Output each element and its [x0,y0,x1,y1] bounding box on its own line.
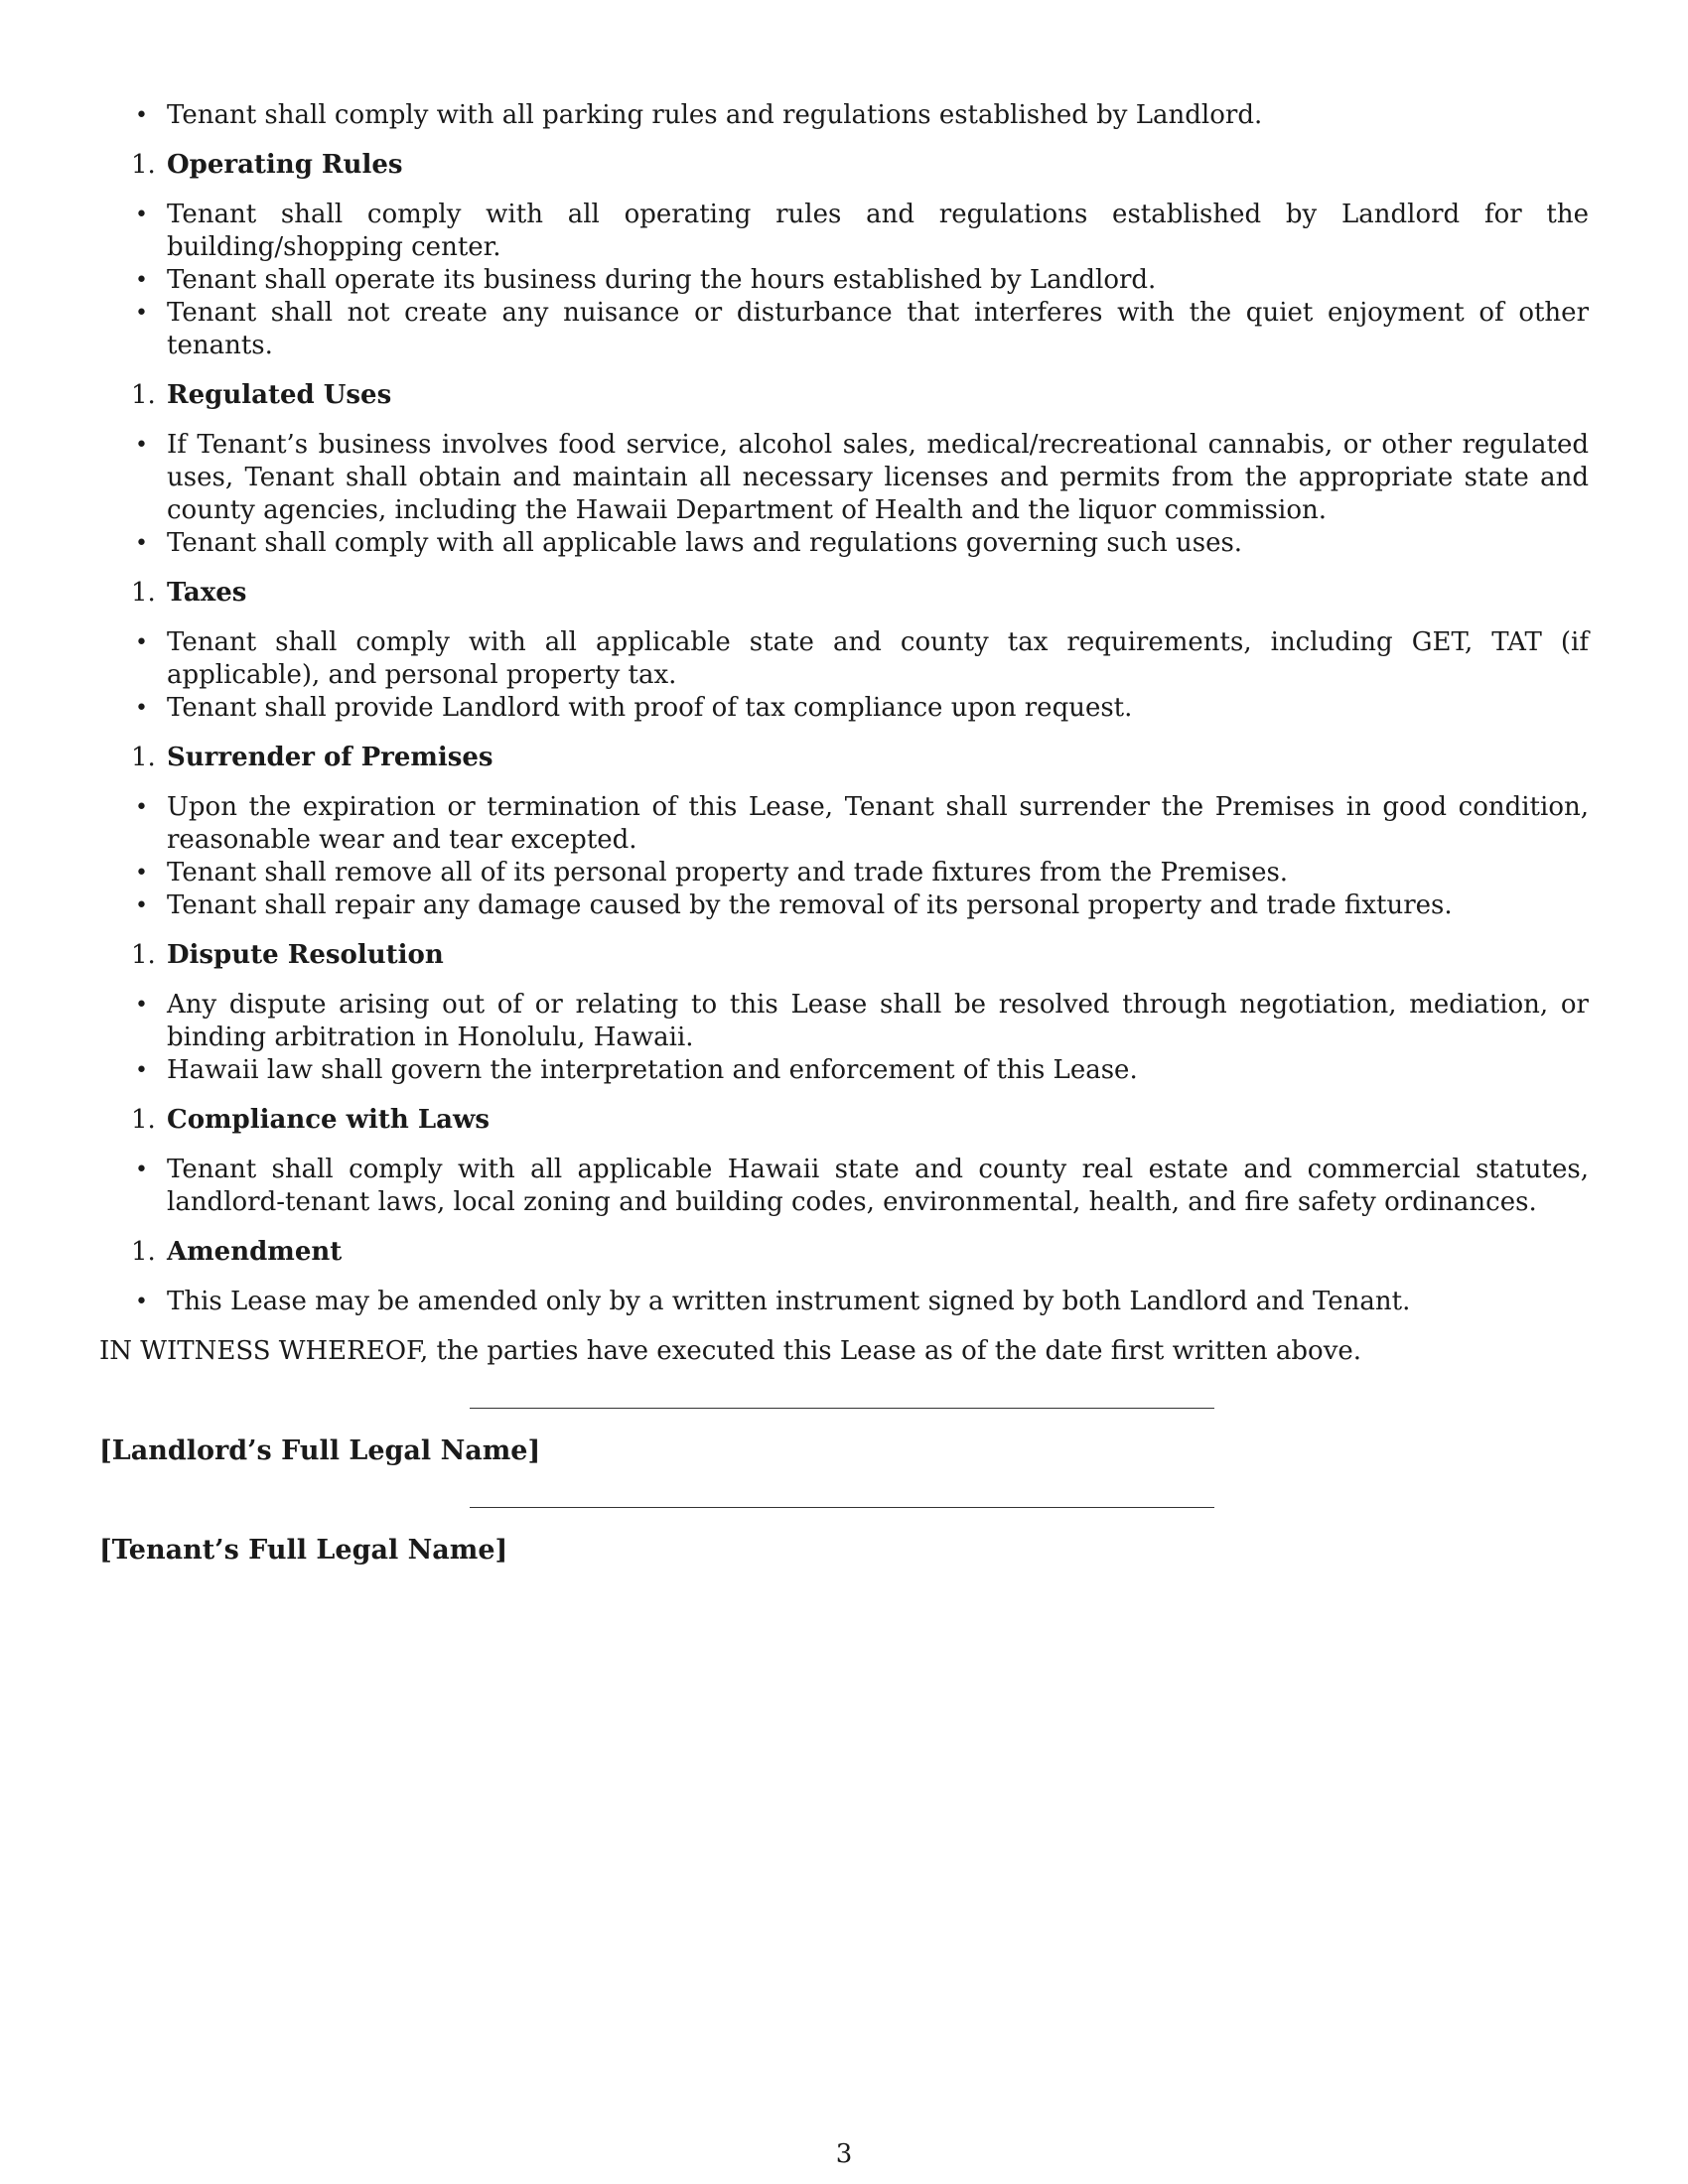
section-title: Taxes [167,578,247,608]
list-item: • If Tenant’s business involves food service, alcohol sales, medical/recreational cannabis, or other regulated uses, Tenant shall obtain and maintain all necessary licenses and permits from the appropriate state and county agencies, including the Hawaii Department of Health and the liquor commission. [99,429,1589,527]
section-title: Dispute Resolution [167,940,444,970]
list-item: • Any dispute arising out of or relating to this Lease shall be resolved through negotiation, mediation, or binding arbitration in Honolulu, Hawaii. [99,989,1589,1054]
bullet-list [99,1286,1589,1318]
witness-statement: IN WITNESS WHEREOF, the parties have executed this Lease as of the date first written above. [99,1336,1362,1366]
section-heading [99,577,1589,610]
list-item: • Tenant shall comply with all applicable Hawaii state and county real estate and commercial statutes, landlord-tenant laws, local zoning and building codes, environmental, health, and fire safety ordinances. [99,1154,1589,1219]
list-item: • Tenant shall not create any nuisance or disturbance that interferes with the quiet enjoyment of other tenants. [99,297,1589,362]
list-item: • Tenant shall comply with all applicable state and county tax requirements, including GET, TAT (if applicable), and personal property tax. [99,626,1589,692]
tenant-signature-line [470,1507,1214,1508]
section-number: 1. [131,1237,156,1267]
section-heading [99,742,1589,774]
section-heading [99,1104,1589,1137]
bullet-list [99,791,1589,922]
section-number: 1. [131,578,156,608]
list-item: • Tenant shall provide Landlord with proof of tax compliance upon request. [99,692,1589,725]
list-item: • Hawaii law shall govern the interpretation and enforcement of this Lease. [99,1054,1589,1087]
list-item: • Tenant shall remove all of its personal property and trade fixtures from the Premises. [99,857,1589,889]
section-heading [99,1236,1589,1269]
lease-sections [99,99,1589,1318]
page-number: 3 [835,2139,853,2169]
list-item: • Tenant shall comply with all parking rules and regulations established by Landlord. [99,99,1589,132]
section-title: Amendment [167,1237,343,1267]
bullet-list [99,626,1589,725]
bullet-list [99,429,1589,560]
list-item: • Tenant shall comply with all operating rules and regulations established by Landlord for the building/shopping center. [99,199,1589,264]
section-number: 1. [131,1105,156,1135]
section-title: Surrender of Premises [167,743,493,772]
landlord-signature-line [470,1408,1214,1409]
section-title: Compliance with Laws [167,1105,491,1135]
section-title: Operating Rules [167,150,403,180]
bullet-list [99,1154,1589,1219]
list-item: • Upon the expiration or termination of this Lease, Tenant shall surrender the Premises in good condition, reasonable wear and tear excepted. [99,791,1589,857]
list-item: • This Lease may be amended only by a written instrument signed by both Landlord and Tenant. [99,1286,1589,1318]
bullet-list [99,99,1589,132]
section-heading [99,379,1589,412]
section-number: 1. [131,940,156,970]
section-number: 1. [131,150,156,180]
section-heading [99,939,1589,972]
bullet-list [99,989,1589,1087]
list-item: • Tenant shall comply with all applicable laws and regulations governing such uses. [99,527,1589,560]
bullet-list [99,199,1589,362]
list-item: • Tenant shall repair any damage caused by the removal of its personal property and trade fixtures. [99,889,1589,922]
tenant-name: [Tenant’s Full Legal Name] [99,1535,508,1566]
document-body [99,99,1589,1567]
landlord-name: [Landlord’s Full Legal Name] [99,1435,541,1466]
section-number: 1. [131,380,156,410]
section-heading [99,149,1589,182]
section-number: 1. [131,743,156,772]
list-item: • Tenant shall operate its business during the hours established by Landlord. [99,264,1589,297]
section-title: Regulated Uses [167,380,392,410]
